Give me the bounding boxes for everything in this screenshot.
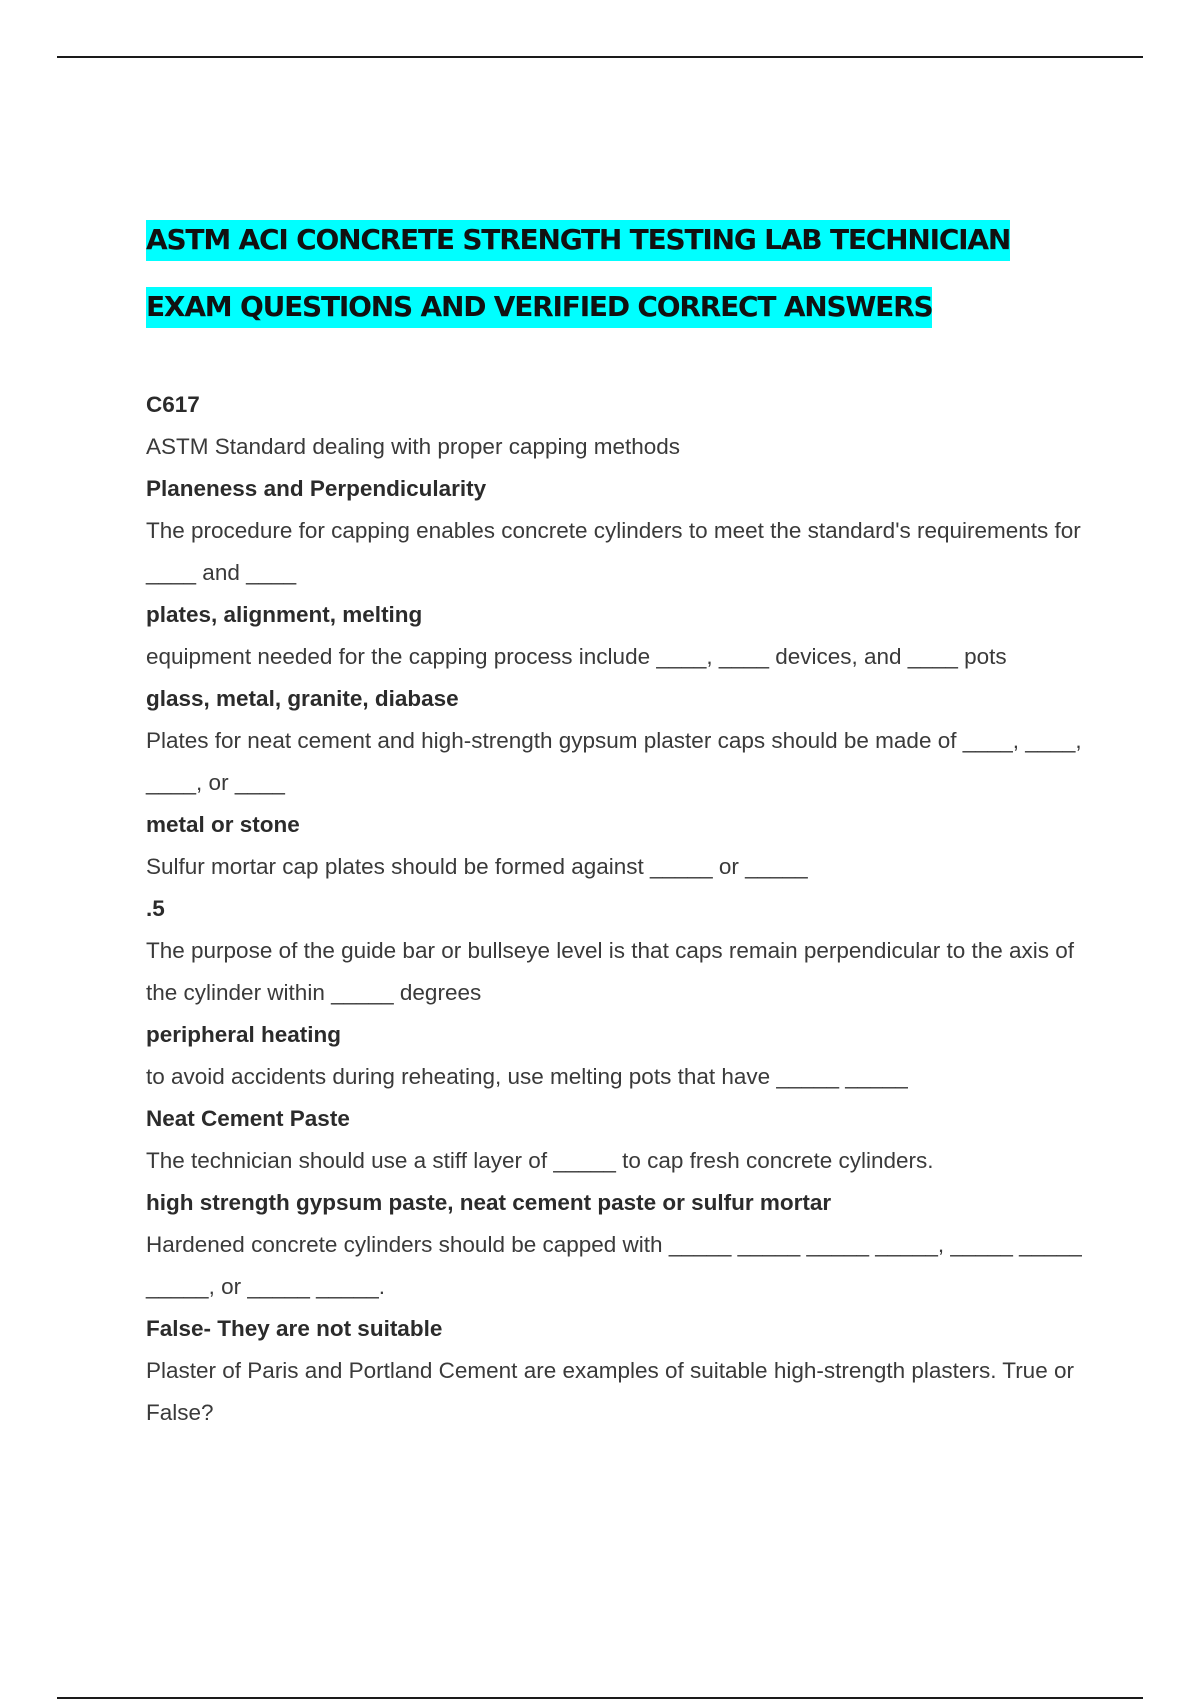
title-line-2: [146, 273, 1086, 340]
flashcard-definition: The technician should use a stiff layer of _____ to cap fresh concrete cylinders.: [146, 1148, 934, 1173]
flashcard: [146, 1182, 1096, 1308]
flashcard-term: high strength gypsum paste, neat cement paste or sulfur mortar: [146, 1190, 832, 1215]
flashcard-term: Neat Cement Paste: [146, 1106, 350, 1131]
flashcard-term: C617: [146, 392, 200, 417]
flashcard: [146, 888, 1096, 1014]
flashcard-definition: Plaster of Paris and Portland Cement are examples of suitable high-strength plasters. True or False?: [146, 1358, 1074, 1425]
flashcard-term: plates, alignment, melting: [146, 602, 423, 627]
title-line-1: [146, 206, 1086, 273]
flashcard-term: glass, metal, granite, diabase: [146, 686, 459, 711]
flashcard: [146, 468, 1096, 594]
flashcard-definition: ASTM Standard dealing with proper capping methods: [146, 434, 681, 459]
title-line-1-text: ASTM ACI CONCRETE STRENGTH TESTING LAB TECHNICIAN: [146, 220, 1010, 261]
flashcard-term: Planeness and Perpendicularity: [146, 476, 487, 501]
title-line-2-text: EXAM QUESTIONS AND VERIFIED CORRECT ANSWERS: [146, 287, 932, 328]
flashcard: [146, 594, 1096, 678]
flashcard-term: peripheral heating: [146, 1022, 342, 1047]
flashcard: [146, 1308, 1096, 1434]
flashcard-definition: Plates for neat cement and high-strength gypsum plaster caps should be made of ____, ____, ____, or ____: [146, 728, 1082, 795]
flashcard-term: False- They are not suitable: [146, 1316, 443, 1341]
flashcard: [146, 1098, 1096, 1182]
flashcard-term: metal or stone: [146, 812, 300, 837]
flashcard-definition: The purpose of the guide bar or bullseye level is that caps remain perpendicular to the axis of the cylinder within _____ degrees: [146, 938, 1075, 1005]
flashcard: [146, 1014, 1096, 1098]
flashcard-definition: equipment needed for the capping process include ____, ____ devices, and ____ pots: [146, 644, 1007, 669]
flashcard-definition: The procedure for capping enables concrete cylinders to meet the standard's requirements for ____ and ____: [146, 518, 1081, 585]
flashcard: [146, 384, 1096, 468]
flashcard-definition: to avoid accidents during reheating, use melting pots that have _____ _____: [146, 1064, 908, 1089]
flashcard-term: .5: [146, 896, 165, 921]
top-rule: [57, 56, 1143, 58]
flashcard-definition: Sulfur mortar cap plates should be formed against _____ or _____: [146, 854, 808, 879]
flashcard: [146, 804, 1096, 888]
bottom-rule: [57, 1697, 1143, 1699]
flashcard-definition: Hardened concrete cylinders should be capped with _____ _____ _____ _____, _____ _____ _____, or _____ _____.: [146, 1232, 1082, 1299]
flashcard-list: [146, 384, 1096, 1434]
document-title: [146, 206, 1086, 340]
flashcard: [146, 678, 1096, 804]
